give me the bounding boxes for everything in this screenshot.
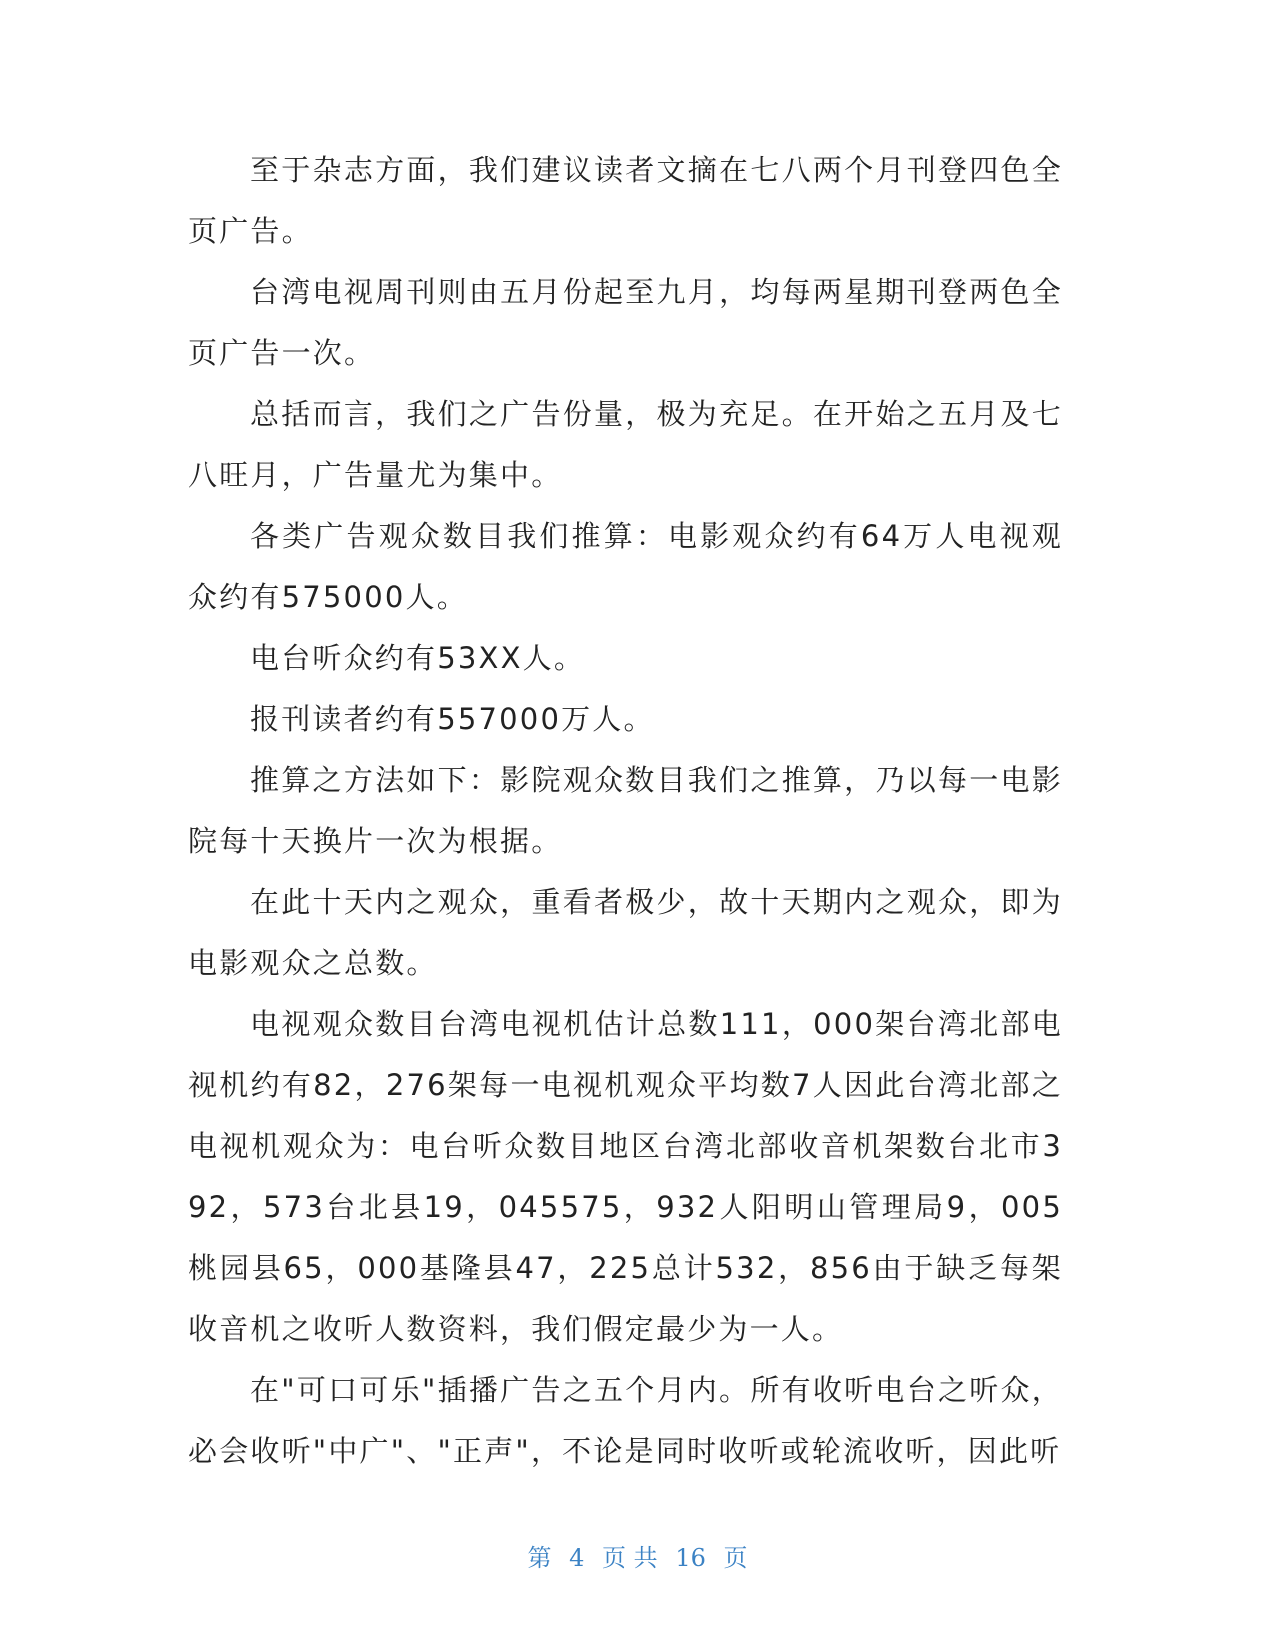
footer-suffix: 页 bbox=[723, 1544, 748, 1572]
paragraph-tv-radio-stats: 电视观众数目台湾电视机估计总数111，000架台湾北部电视机约有82，276架每一电视机观众平均数7人因此台湾北部之电视机观众为：电台听众数目地区台湾北部收音机架数台北市392，573台北县19，045575，932人阳明山管理局9，005桃园县65，000基隆县47，225总计532，856由于缺乏每架收音机之收听人数资料，我们假定最少为一人。 bbox=[188, 1007, 1063, 1346]
footer-current-page: 4 bbox=[569, 1544, 585, 1572]
paragraph-magazine-ads: 至于杂志方面，我们建议读者文摘在七八两个月刊登四色全页广告。 bbox=[188, 153, 1063, 248]
paragraph-newspaper-readers: 报刊读者约有557000万人。 bbox=[250, 702, 655, 736]
paragraph-summary: 总括而言，我们之广告份量，极为充足。在开始之五月及七八旺月，广告量尤为集中。 bbox=[188, 397, 1063, 492]
page-footer bbox=[0, 1538, 1275, 1573]
footer-middle: 页 共 bbox=[602, 1544, 658, 1572]
body-text bbox=[188, 140, 1063, 1482]
paragraph-radio-listeners: 电台听众约有53XX人。 bbox=[250, 641, 586, 675]
paragraph-tv-weekly: 台湾电视周刊则由五月份起至九月，均每两星期刊登两色全页广告一次。 bbox=[188, 275, 1063, 370]
paragraph-audience-estimate: 各类广告观众数目我们推算：电影观众约有64万人电视观众约有575000人。 bbox=[188, 519, 1063, 614]
paragraph-coca-cola: 在"可口可乐"插播广告之五个月内。所有收听电台之听众，必会收听"中广"、"正声"，不论是同时收听或轮流收听，因此听 bbox=[188, 1373, 1063, 1468]
paragraph-ten-days: 在此十天内之观众，重看者极少，故十天期内之观众，即为电影观众之总数。 bbox=[188, 885, 1063, 980]
footer-total-pages: 16 bbox=[675, 1544, 706, 1572]
footer-prefix: 第 bbox=[527, 1544, 552, 1572]
paragraph-method: 推算之方法如下：影院观众数目我们之推算，乃以每一电影院每十天换片一次为根据。 bbox=[188, 763, 1063, 858]
